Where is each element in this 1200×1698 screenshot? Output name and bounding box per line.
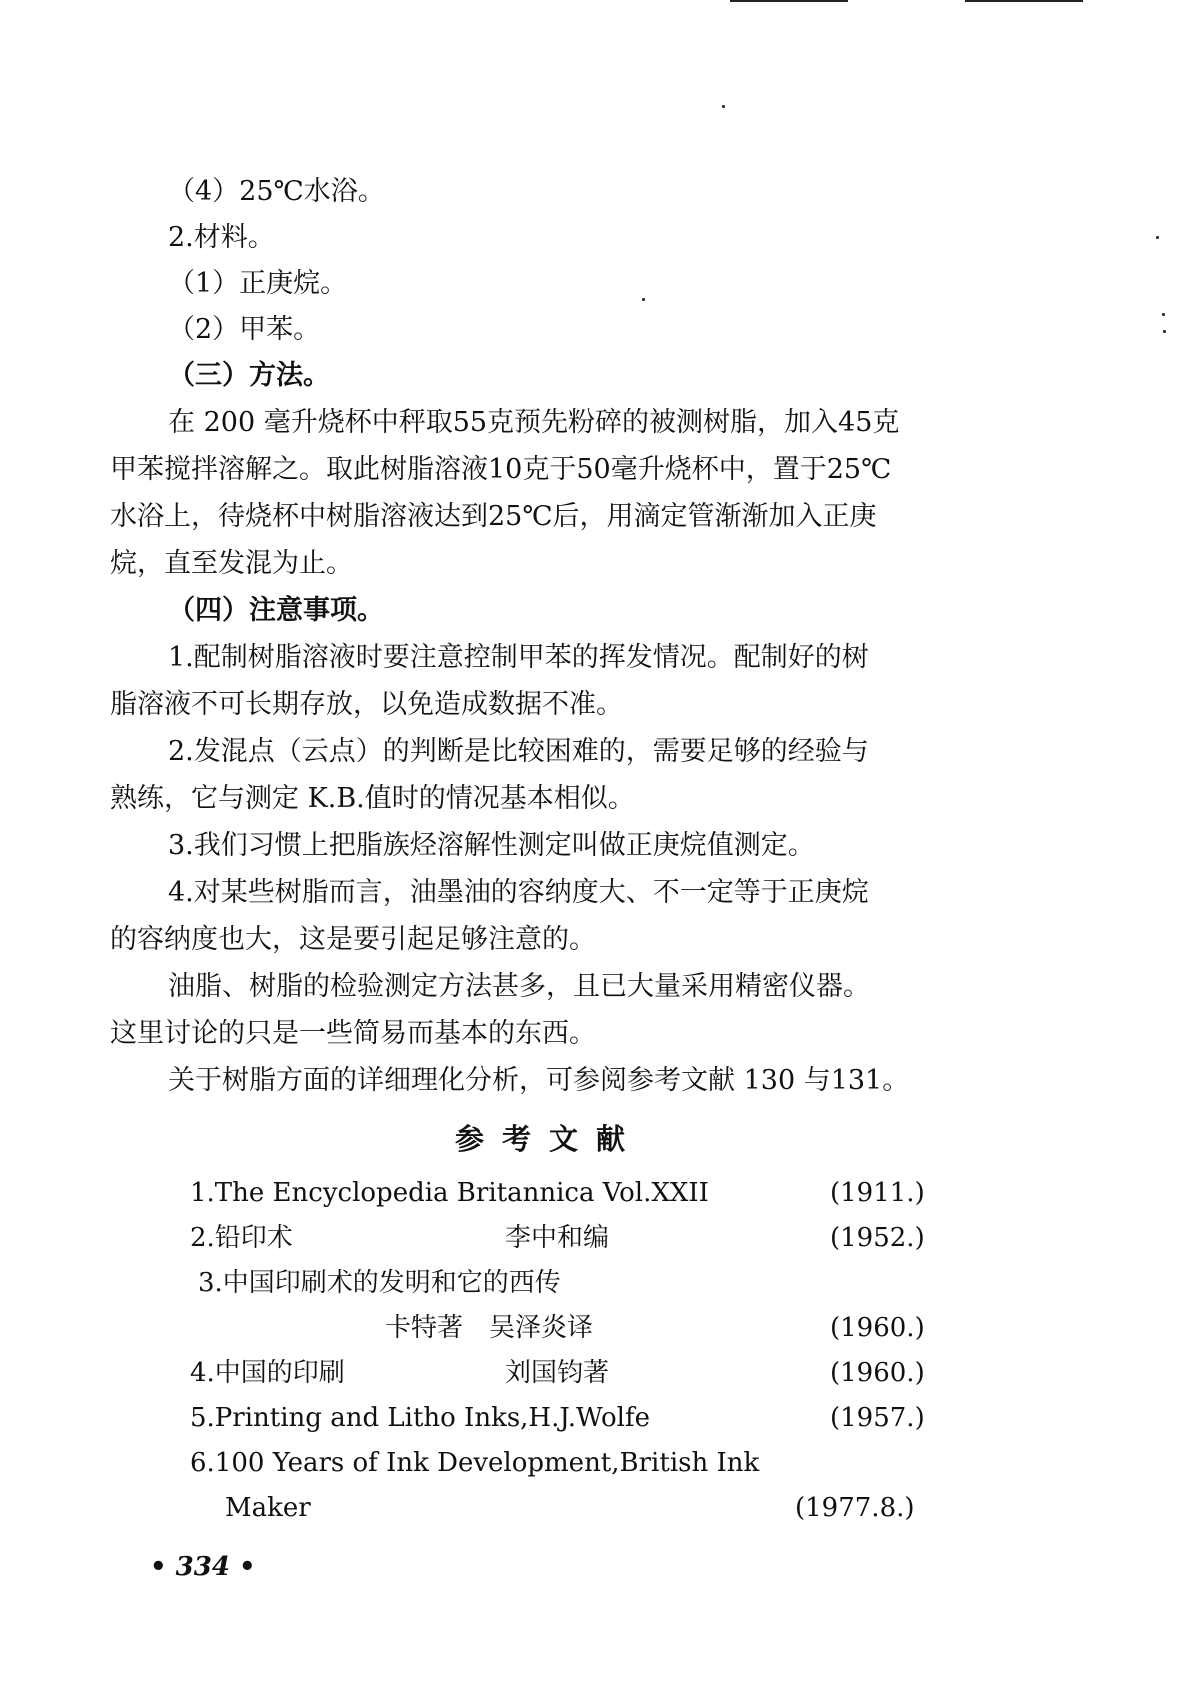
text-line: 油脂、树脂的检验测定方法甚多，且已大量采用精密仪器。 [168,971,870,1002]
text-line: 2.材料。 [168,222,275,253]
reference-author: 卡特著 吴泽炎译 [385,1313,594,1343]
reference-item [190,1400,950,1436]
reference-text: Maker [225,1493,311,1523]
references-title: 参考文献 [455,1122,644,1156]
reference-item [190,1490,950,1526]
reference-item [190,1355,950,1391]
reference-year: (1960.) [830,1313,925,1343]
text-line: 的容纳度也大，这是要引起足够注意的。 [110,924,596,955]
scan-speck [1156,236,1159,239]
reference-text: 1.The Encyclopedia Britannica Vol.XXII [190,1178,709,1208]
reference-item [190,1220,950,1256]
section-heading: （三）方法。 [168,360,330,391]
text-line: （1）正庚烷。 [168,268,348,299]
section-heading: （四）注意事项。 [168,595,384,626]
reference-year: (1911.) [830,1178,925,1208]
text-line: 这里讨论的只是一些简易而基本的东西。 [110,1018,596,1049]
top-rule [730,0,848,2]
page-number: • 334 • [150,1552,256,1582]
reference-year: (1957.) [830,1403,925,1433]
reference-item [190,1175,950,1211]
text-line: （4）25℃水浴。 [168,176,385,207]
scan-speck [1163,330,1166,333]
reference-item [190,1310,950,1346]
reference-text: 6.100 Years of Ink Development,British Ink [190,1448,760,1478]
reference-author: 李中和编 [505,1223,610,1253]
text-line: （2）甲苯。 [168,314,321,345]
text-line: 3.我们习惯上把脂族烃溶解性测定叫做正庚烷值测定。 [168,830,815,861]
reference-item [190,1445,950,1481]
reference-item [198,1265,958,1301]
reference-text: 4.中国的印刷 [190,1358,345,1388]
text-line: 脂溶液不可长期存放，以免造成数据不准。 [110,689,623,720]
text-line: 甲苯搅拌溶解之。取此树脂溶液10克于50毫升烧杯中，置于25℃ [110,454,892,485]
reference-text: 2.铅印术 [190,1223,293,1253]
text-line: 4.对某些树脂而言，油墨油的容纳度大、不一定等于正庚烷 [168,877,869,908]
reference-text: 3.中国印刷术的发明和它的西传 [198,1268,561,1298]
text-line: 烷，直至发混为止。 [110,548,353,579]
text-line: 水浴上，待烧杯中树脂溶液达到25℃后，用滴定管渐渐加入正庚 [110,501,877,532]
scan-speck [722,105,725,108]
top-rule [965,0,1083,2]
text-line: 在 200 毫升烧杯中秤取55克预先粉碎的被测树脂，加入45克 [168,407,900,438]
reference-year: (1960.) [830,1358,925,1388]
scan-speck [1162,313,1165,316]
text-line: 2.发混点（云点）的判断是比较困难的，需要足够的经验与 [168,736,869,767]
reference-year: (1977.8.) [795,1493,915,1523]
scan-speck [642,298,645,301]
text-line: 熟练，它与测定 K.B.值时的情况基本相似。 [110,783,635,814]
reference-text: 5.Printing and Litho Inks,H.J.Wolfe [190,1403,650,1433]
reference-author: 刘国钧著 [505,1358,610,1388]
text-line: 1.配制树脂溶液时要注意控制甲苯的挥发情况。配制好的树 [168,642,869,673]
text-line: 关于树脂方面的详细理化分析，可参阅参考文献 130 与131。 [168,1065,910,1096]
reference-year: (1952.) [830,1223,925,1253]
